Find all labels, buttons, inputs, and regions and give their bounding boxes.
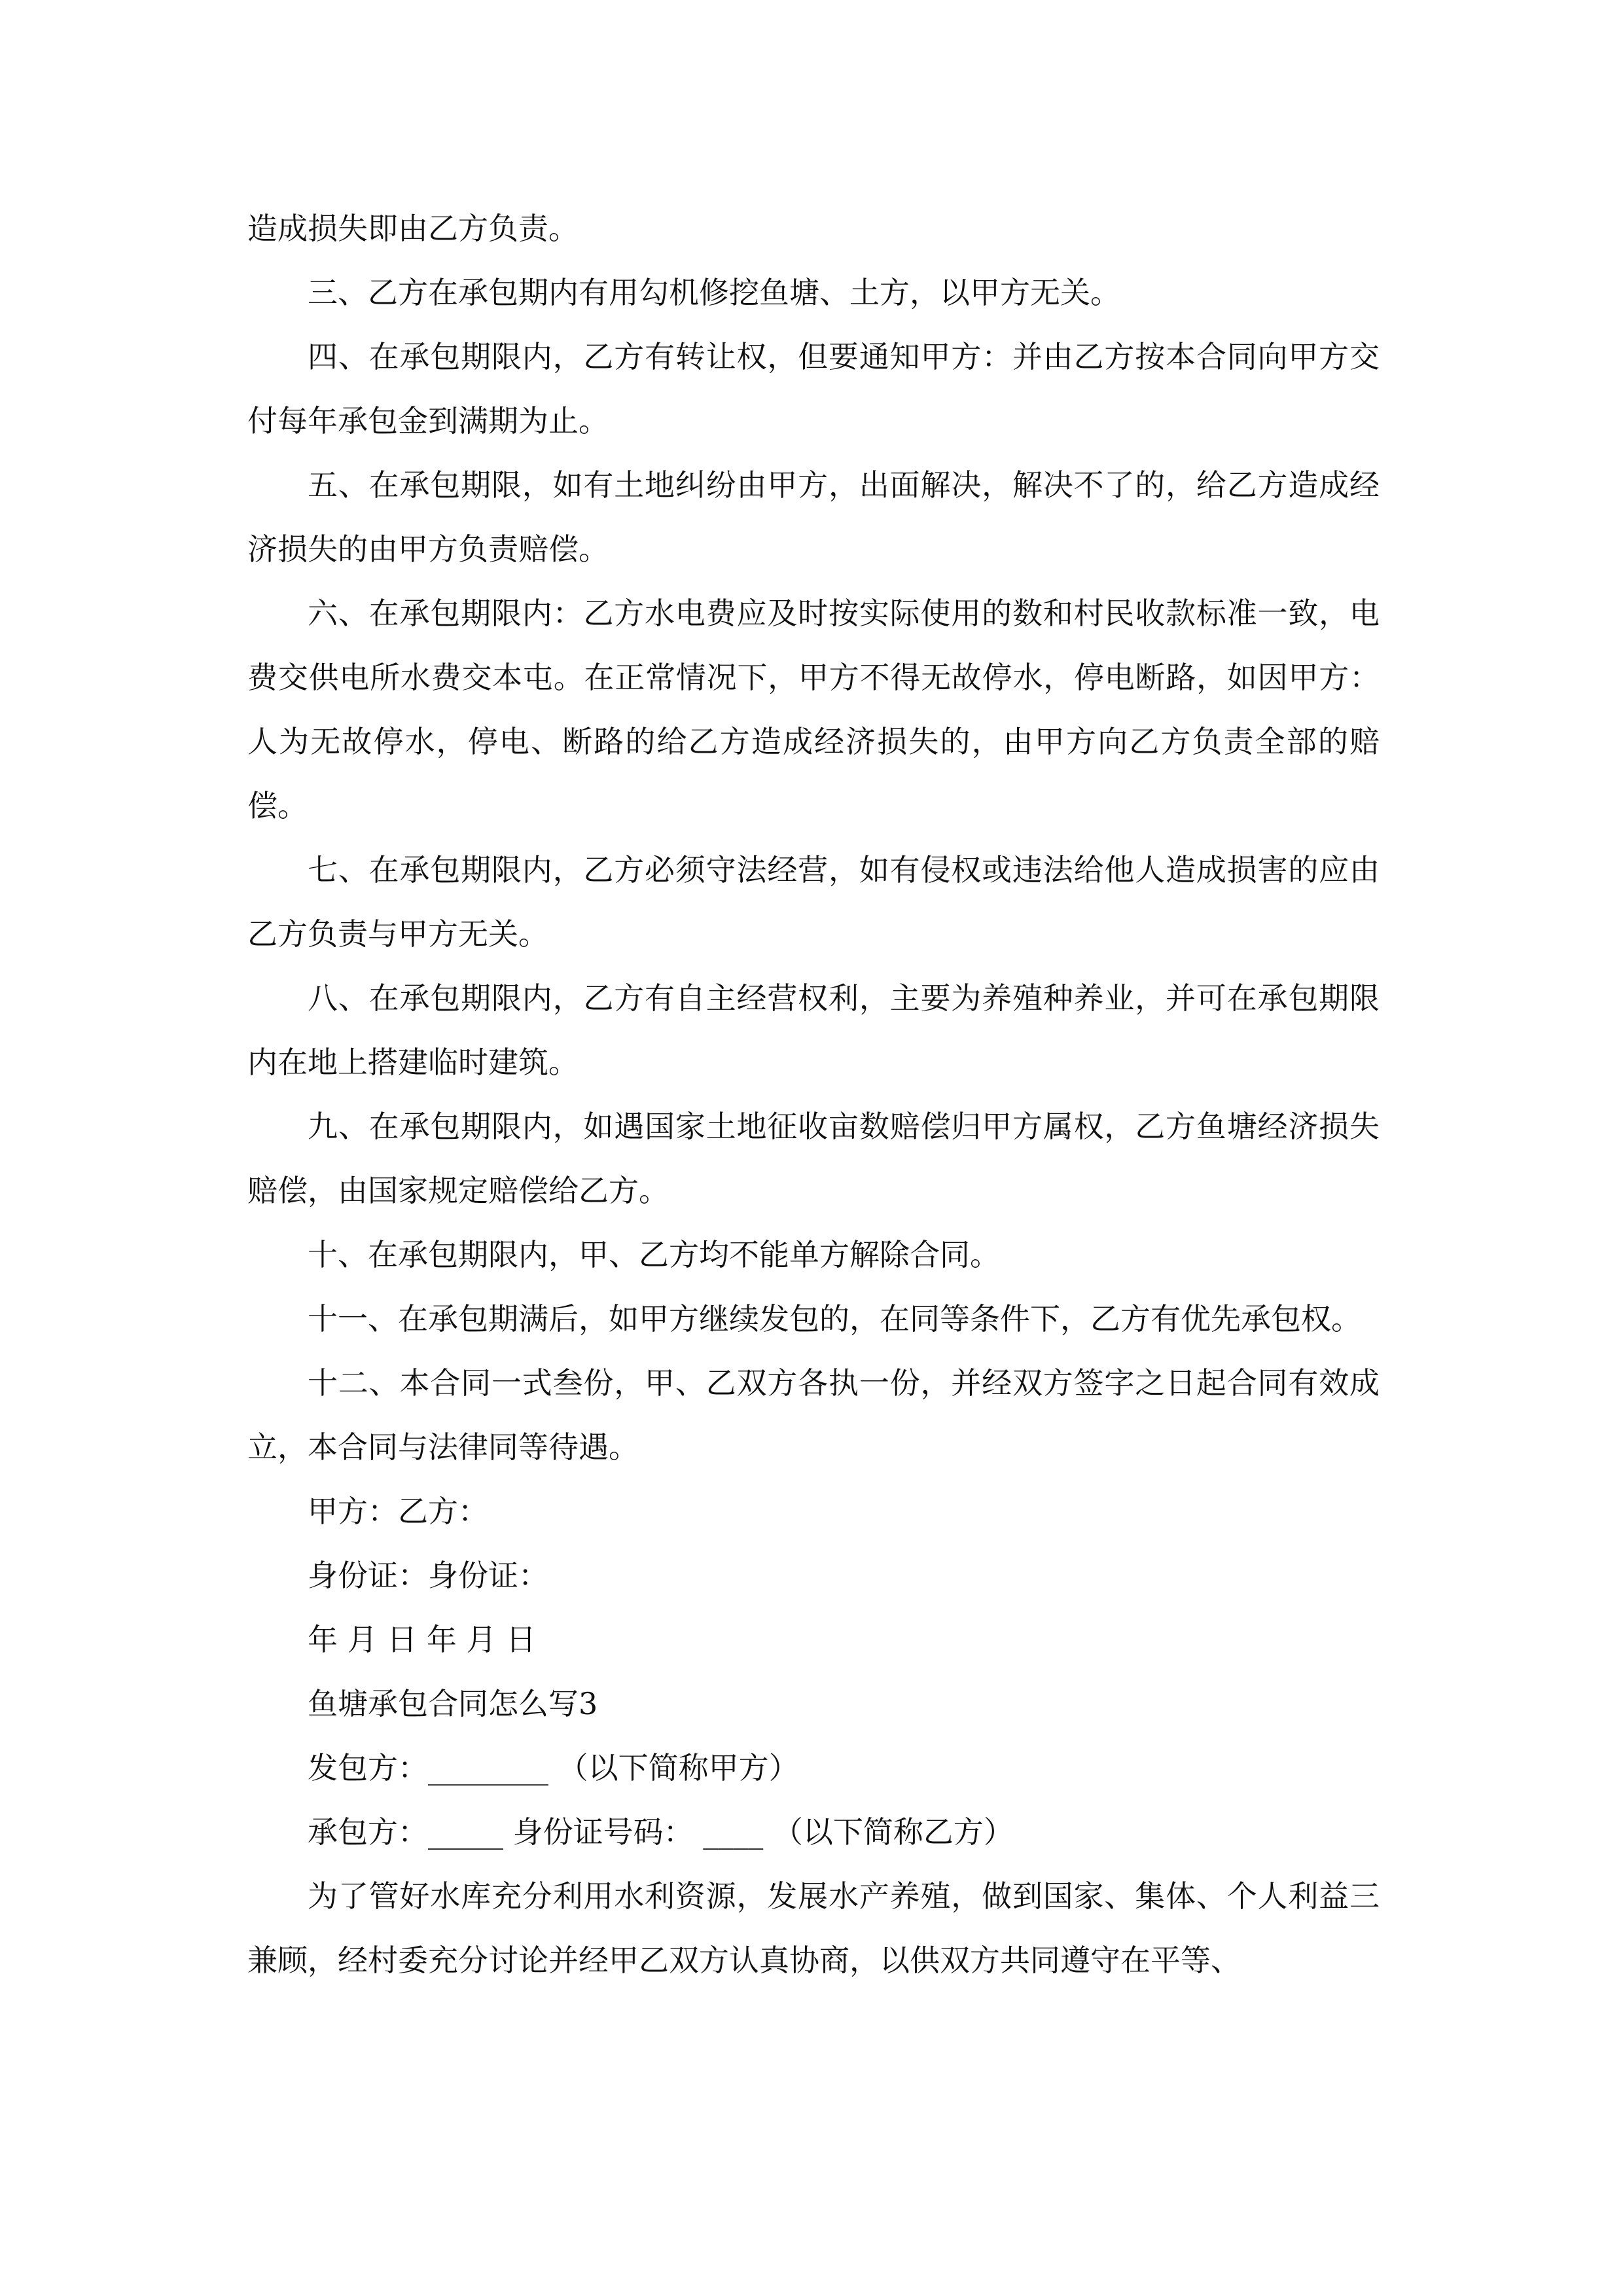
clause-6: 六、在承包期限内：乙方水电费应及时按实际使用的数和村民收款标准一致，电费交供电所水费交本屯。在正常情况下，甲方不得无故停水，停电断路，如因甲方：人为无故停水，停电、断路的给乙方造成经济损失的，由甲方向乙方负责全部的赔偿。: [247, 596, 1380, 823]
section-title: 鱼塘承包合同怎么写3: [308, 1686, 598, 1721]
contract-body: [247, 196, 1380, 1992]
clause-7: 七、在承包期限内，乙方必须守法经营，如有侵权或违法给他人造成损害的应由乙方负责与甲方无关。: [247, 852, 1380, 952]
clause-9: 九、在承包期限内，如遇国家土地征收亩数赔偿归甲方属权，乙方鱼塘经济损失赔偿，由国家规定赔偿给乙方。: [247, 1109, 1380, 1208]
clause-12: 十二、本合同一式叁份，甲、乙双方各执一份，并经双方签字之日起合同有效成立，本合同与法律同等待遇。: [247, 1365, 1380, 1465]
clause-5: 五、在承包期限，如有土地纠纷由甲方，出面解决，解决不了的，给乙方造成经济损失的由甲方负责赔偿。: [247, 467, 1380, 567]
signature-date: 年 月 日 年 月 日: [308, 1622, 537, 1657]
signature-id: 身份证：身份证：: [308, 1558, 548, 1593]
intro-paragraph: 为了管好水库充分利用水利资源，发展水产养殖，做到国家、集体、个人利益三兼顾，经村委充分讨论并经甲乙双方认真协商，以供双方共同遵守在平等、: [247, 1878, 1380, 1978]
clause-4: 四、在承包期限内，乙方有转让权，但要通知甲方：并由乙方按本合同向甲方交付每年承包金到满期为止。: [247, 339, 1380, 439]
clause-8: 八、在承包期限内，乙方有自主经营权利，主要为养殖种养业，并可在承包期限内在地上搭建临时建筑。: [247, 980, 1380, 1080]
signature-parties: 甲方：乙方：: [308, 1494, 488, 1529]
paragraph-continuation: 造成损失即由乙方负责。: [247, 211, 579, 246]
issuer-line: 发包方：________ （以下简称甲方）: [308, 1750, 799, 1785]
clause-11: 十一、在承包期满后，如甲方继续发包的，在同等条件下，乙方有优先承包权。: [308, 1301, 1361, 1336]
clause-3: 三、乙方在承包期内有用勾机修挖鱼塘、土方，以甲方无关。: [308, 275, 1120, 310]
contractor-line: 承包方：_____ 身份证号码： ____ （以下简称乙方）: [308, 1814, 1014, 1850]
clause-10: 十、在承包期限内，甲、乙方均不能单方解除合同。: [308, 1237, 1000, 1272]
